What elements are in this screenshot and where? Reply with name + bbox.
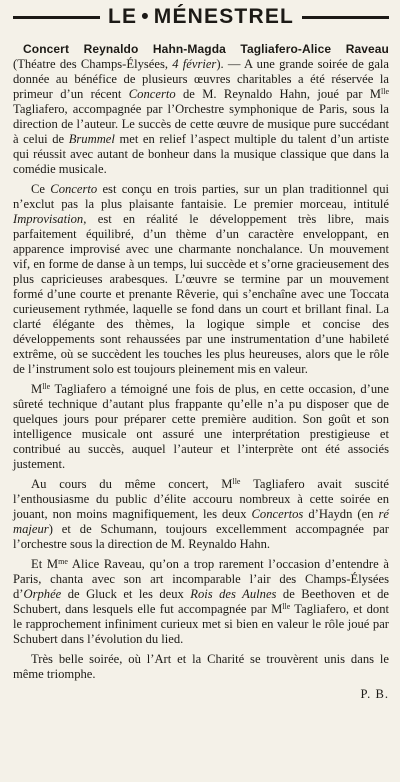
text-run: Et M (31, 557, 59, 571)
italic-run: Orphée (23, 587, 62, 601)
paragraph-2 (13, 182, 389, 377)
paragraph-6 (13, 652, 389, 682)
text-run: M (31, 382, 43, 396)
italic-run: Concerto (128, 87, 176, 101)
paragraph-5 (13, 557, 389, 647)
paragraph-3 (13, 382, 389, 472)
text-run: ). — A une grande soirée de gala donnée au bénéfice de plusieurs œuvres charitables a été réservée la primeur d’un récent (13, 57, 389, 101)
text-run: Ce (31, 182, 51, 196)
italic-run: ré majeur (13, 507, 389, 536)
superscript-run: lle (381, 87, 389, 96)
text-run: Au cours du même concert, M (31, 477, 233, 491)
text-run: d’Haydn (en (303, 507, 379, 521)
paragraph-1 (13, 42, 389, 177)
italic-run: Improvisation (13, 212, 84, 226)
text-run: Tagliafero avait suscité l’enthousiasme du public d’élite accouru nombreux à cette soirée en jouant, non moins magnifiquement, les deux (13, 477, 389, 521)
paragraph-1-body (13, 57, 389, 176)
masthead-title (100, 5, 302, 29)
signature: P. B. (360, 687, 389, 701)
masthead-rule-left (13, 16, 100, 19)
masthead-title-left: LE (107, 5, 138, 28)
text-run: Tagliafero a témoigné une fois de plus, en cette occasion, d’une sûreté technique d’autant plus frappante qu’elle n’a pu disposer que de quelques jours pour préparer cette première audition. Son goût et son intelligence musicale ont assuré une interprétation prestigieuse et contribué au succès, auquel l’auteur et l’interprète ont été associés justement. (13, 382, 389, 471)
paragraph-4 (13, 477, 389, 552)
text-run: de M. Reynaldo Hahn, joué par M (175, 87, 381, 101)
italic-run: Brummel (68, 132, 115, 146)
superscript-run: lle (282, 602, 291, 611)
text-run: de Gluck et les deux (61, 587, 191, 601)
text-run: Tagliafero, et dont le rapprochement infiniment curieux met si bien en valeur le rôle joué par Schubert dans l’évolution du lied. (13, 602, 389, 646)
text-run: , est en réalité le développement très libre, mais parfaitement équilibré, d’un thème d’un caractère enveloppant, en apparence improvisé avec une charmante nonchalance. Un mouvement vif, en forme de danse à un temps, lui succède et s’orne gracieusement des plus capricieuses arabesques. L’œuvre se termine par un mouvement formé d’une courte et prenante Rêverie, qui s’enchaîne avec une Toccata curieusement rythmée, laquelle se fond dans un court et brillant final. La clarté élégante des thèmes, la logique simple et concise des développements sont rehaussées par une instrumentation d’une habileté extrême, où se succèdent les touches les plus heureuses, alors que le rôle de l’instrument solo est toujours pleinement mis en valeur. (13, 212, 389, 376)
masthead-title-right: MÉNESTREL (153, 5, 295, 28)
superscript-run: me (58, 557, 68, 566)
paragraph-6-text: Très belle soirée, où l’Art et la Charité se trouvèrent unis dans le même triomphe. (13, 652, 389, 681)
text-run: est conçu en trois parties, sur un plan traditionnel qui n’exclut pas la plus plaisante fantaisie. Le premier morceau, intitulé (13, 182, 390, 211)
article-headline: Concert Reynaldo Hahn-Magda Tagliafero-Alice Raveau (23, 42, 389, 56)
italic-run: Rois des Aulnes (190, 587, 277, 601)
superscript-run: lle (42, 382, 51, 391)
masthead-rule-right (302, 16, 389, 19)
masthead-bullet: • (141, 5, 150, 28)
masthead (13, 4, 389, 30)
text-run: Tagliafero, accompagnée par l’Orchestre symphonique de Paris, sous la direction de l’auteur. Le succès de cette œuvre de musique pure succédant à celui de (13, 102, 389, 146)
article (13, 42, 389, 702)
text-run: ) et de Schumann, toujours excellemment accompagnée par l’orchestre sous la direction de M. Reynaldo Hahn. (13, 522, 389, 551)
text-run: de Beethoven et de Schubert, dans lesquels elle fut accompagnée par M (13, 587, 389, 616)
italic-run: Concerto (50, 182, 98, 196)
italic-run: 4 février (172, 57, 217, 71)
text-run: Alice Raveau, qu’on a trop rarement l’occasion d’entendre à Paris, chanta avec son art incomparable l’air des Champs-Élysées d’ (13, 557, 389, 601)
text-run: met en relief l’aspect multiple du talent d’un artiste qui réussit avec autant de bonheur dans la musique classique que dans la comédie musicale. (13, 132, 389, 176)
superscript-run: lle (232, 477, 241, 486)
signoff (13, 687, 389, 702)
italic-run: Concertos (251, 507, 304, 521)
text-run: (Théatre des Champs-Élysées, (13, 57, 173, 71)
